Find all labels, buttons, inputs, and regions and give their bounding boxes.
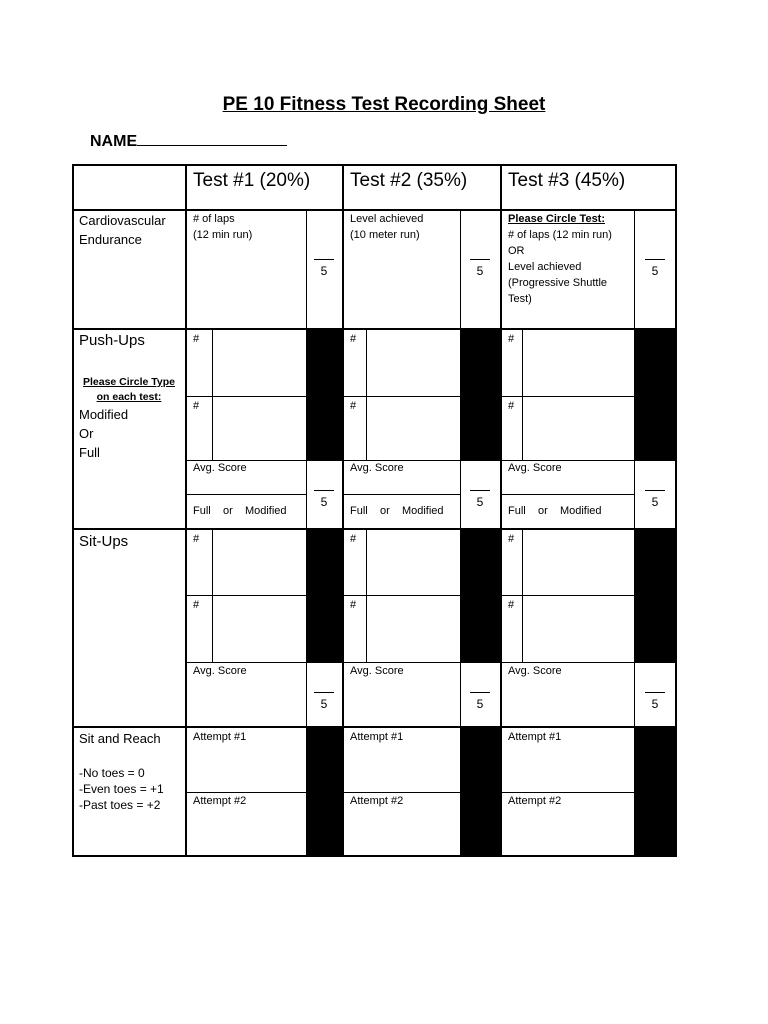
trial-divider [186,595,306,596]
avg-score-label: Avg. Score [508,462,562,474]
score-blank[interactable] [470,692,490,693]
header-test3: Test #3 (45%) [508,170,626,191]
avg-row-divider [186,460,677,461]
shaded-cell [306,727,343,857]
shaded-cell [306,329,343,460]
type-divider [343,494,460,495]
desc-line: # of laps [193,213,235,225]
shaded-cell [460,727,501,857]
score-blank[interactable] [314,692,334,693]
score-blank[interactable] [645,692,665,693]
attempt2-label: Attempt #2 [350,795,404,807]
label-column-divider [185,164,187,857]
score-max: 5 [320,697,328,711]
score-out-of [460,490,500,509]
cardio-label-line: Cardiovascular [79,213,166,228]
note-line: on each test: [96,391,162,403]
score-out-of [306,490,342,509]
cardio-label-line: Endurance [79,232,142,247]
score-blank[interactable] [470,259,490,260]
score-out-of [634,490,676,509]
shaded-cell [460,529,501,662]
full-or-modified[interactable]: Full or Modified [350,505,444,517]
score-max: 5 [476,697,484,711]
shaded-cell [634,529,677,662]
hash-label: # [508,533,515,545]
pushups-note [72,375,186,405]
attempt2-label: Attempt #2 [508,795,562,807]
note-line: Please Circle Type [82,376,176,388]
desc-line: Test) [508,293,532,305]
trial-divider [186,396,306,397]
situps-label: Sit-Ups [79,533,129,550]
rule-line: -Even toes = +1 [79,782,164,796]
header-test2: Test #2 (35%) [350,170,468,191]
name-field[interactable] [90,131,287,151]
hash-divider [366,329,367,460]
score-blank[interactable] [314,259,334,260]
name-label: NAME [90,133,138,150]
pushups-options [79,405,128,462]
hash-label: # [508,400,515,412]
hash-divider [522,329,523,460]
hash-label: # [350,400,357,412]
option-or: Or [79,426,94,441]
situps-row-divider [72,726,677,728]
score-max: 5 [476,495,484,509]
score-max: 5 [651,697,659,711]
avg-score-label: Avg. Score [350,665,404,677]
cardio-row-divider [72,328,677,330]
cardio-test3-desc [508,211,612,307]
hash-label: # [193,599,200,611]
desc-line: # of laps (12 min run) [508,229,612,241]
shaded-cell [306,529,343,662]
full-or-modified[interactable]: Full or Modified [193,505,287,517]
score-blank[interactable] [314,490,334,491]
cardio-test2-desc [350,211,423,243]
desc-heading: Please Circle Test: [508,213,606,225]
desc-line: OR [508,245,525,257]
trial-divider [501,396,634,397]
score-out-of [460,259,500,278]
sitreach-label: Sit and Reach [79,731,161,746]
attempt1-label: Attempt #1 [193,731,247,743]
shaded-cell [634,727,677,857]
score-blank[interactable] [470,490,490,491]
cardio-label [79,211,166,249]
desc-line: Level achieved [350,213,424,225]
shaded-cell [460,329,501,460]
avg-score-label: Avg. Score [193,462,247,474]
attempt1-label: Attempt #1 [350,731,404,743]
shaded-cell [634,329,677,460]
score-max: 5 [651,495,659,509]
avg-score-label: Avg. Score [193,665,247,677]
hash-label: # [350,533,357,545]
rule-line: -Past toes = +2 [79,798,161,812]
attempt1-label: Attempt #1 [508,731,562,743]
score-max: 5 [476,264,484,278]
attempt2-label: Attempt #2 [193,795,247,807]
option-full: Full [79,445,100,460]
desc-line: (Progressive Shuttle [508,277,608,289]
avg-score-label: Avg. Score [350,462,404,474]
rule-line: -No toes = 0 [79,766,145,780]
type-divider [501,494,634,495]
score-out-of [634,259,676,278]
avg-score-label: Avg. Score [508,665,562,677]
cardio-test1-desc [193,211,252,243]
score-max: 5 [651,264,659,278]
score-out-of [306,692,342,711]
hash-label: # [508,599,515,611]
score-out-of [634,692,676,711]
score-blank[interactable] [645,259,665,260]
trial-divider [343,396,460,397]
option-modified: Modified [79,407,129,422]
desc-line: (10 meter run) [350,229,420,241]
pushups-label: Push-Ups [79,332,145,349]
page-title: PE 10 Fitness Test Recording Sheet [222,94,546,115]
name-blank-line[interactable] [137,131,287,146]
trial-divider [501,595,634,596]
hash-label: # [350,599,357,611]
hash-label: # [350,333,357,345]
type-divider [186,494,306,495]
pushups-row-divider [72,528,677,530]
full-or-modified[interactable]: Full or Modified [508,505,602,517]
sitreach-rules [79,765,164,813]
score-max: 5 [320,495,328,509]
score-out-of [460,692,500,711]
desc-line: Level achieved [508,261,582,273]
avg-row-divider [186,662,677,663]
score-max: 5 [320,264,328,278]
desc-line: (12 min run) [193,229,253,241]
hash-label: # [193,400,200,412]
hash-label: # [508,333,515,345]
hash-label: # [193,333,200,345]
header-test1: Test #1 (20%) [193,170,311,191]
score-out-of [306,259,342,278]
hash-label: # [193,533,200,545]
hash-divider [212,329,213,460]
score-blank[interactable] [645,490,665,491]
trial-divider [343,595,460,596]
